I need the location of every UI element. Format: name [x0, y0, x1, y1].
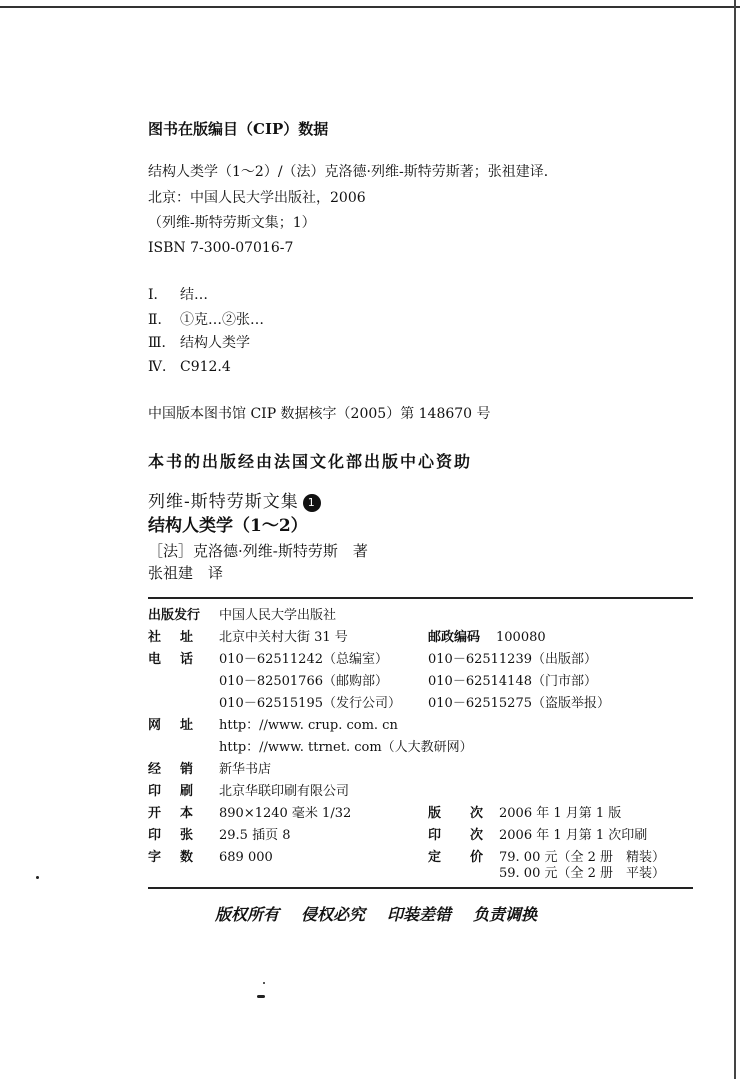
- classification-text: ①克…②张…: [180, 312, 264, 328]
- format-label: 开 本: [148, 806, 194, 821]
- phone-right-2: 010－62514148（门市部）: [428, 674, 597, 689]
- postcode-value: 100080: [496, 630, 546, 645]
- classification-text: 结构人类学: [180, 335, 250, 351]
- divider-top: [148, 597, 693, 599]
- format-value: 890×1240 毫米 1/32: [219, 806, 352, 821]
- slogan: 印装差错: [387, 905, 452, 924]
- divider-bottom: [148, 887, 693, 889]
- price-label: 定 价: [428, 850, 484, 865]
- edition-value: 2006 年 1 月第 1 版: [499, 806, 622, 821]
- website-2: http：//www. ttrnet. com（人大教研网）: [219, 740, 473, 755]
- phone-right-3: 010－62515275（盗版举报）: [428, 696, 610, 711]
- right-scan-edge: [734, 0, 736, 1079]
- sheets-value: 29.5 插页 8: [219, 828, 291, 843]
- cip-line-1: 结构人类学（1～2）/（法）克洛德·列维-斯特劳斯著；张祖建译．: [148, 164, 558, 180]
- price-hardcover: 79. 00 元（全 2 册 精装）: [499, 850, 666, 865]
- address-label: 社 址: [148, 630, 194, 645]
- classification-number: Ⅱ．: [148, 312, 172, 328]
- cip-line-3: （列维-斯特劳斯文集；1）: [148, 215, 316, 231]
- classification-4: [148, 360, 231, 374]
- wordcount-label: 字 数: [148, 850, 194, 865]
- top-scan-edge: [0, 6, 740, 8]
- publisher-label: 出版发行: [148, 608, 201, 623]
- phone-right-1: 010－62511239（出版部）: [428, 652, 597, 667]
- series-number-badge: 1: [303, 494, 321, 512]
- postcode-label: 邮政编码: [428, 630, 481, 645]
- printer-value: 北京华联印刷有限公司: [219, 784, 350, 799]
- cip-line-2: 北京：中国人民大学出版社，2006: [148, 190, 366, 206]
- cip-library-record: 中国版本图书馆 CIP 数据核字（2005）第 148670 号: [148, 406, 491, 422]
- phone-left-2: 010－82501766（邮购部）: [219, 674, 388, 689]
- cip-isbn: ISBN 7-300-07016-7: [148, 240, 294, 256]
- impression-value: 2006 年 1 月第 1 次印刷: [499, 828, 648, 843]
- translator: 张祖建 译: [148, 564, 224, 582]
- series-title: [148, 494, 321, 512]
- scan-speck: [257, 995, 265, 998]
- scan-speck: [36, 876, 39, 879]
- slogan: 侵权必究: [301, 905, 366, 924]
- website-label: 网 址: [148, 718, 194, 733]
- printer-label: 印 刷: [148, 784, 194, 799]
- slogan: 负责调换: [473, 905, 538, 924]
- impression-label: 印 次: [428, 828, 484, 843]
- phone-left-1: 010－62511242（总编室）: [219, 652, 388, 667]
- sheets-label: 印 张: [148, 828, 194, 843]
- series-name: 列维-斯特劳斯文集: [148, 492, 299, 512]
- slogan: 版权所有: [215, 905, 280, 924]
- phone-left-3: 010－62515195（发行公司）: [219, 696, 401, 711]
- publisher-value: 中国人民大学出版社: [219, 608, 337, 623]
- distributor-value: 新华书店: [219, 762, 272, 777]
- classification-1: [148, 288, 208, 302]
- author: ［法］克洛德·列维-斯特劳斯 著: [148, 542, 368, 560]
- book-title: 结构人类学（1～2）: [148, 516, 308, 536]
- wordcount-value: 689 000: [219, 850, 273, 865]
- classification-number: Ⅳ．: [148, 359, 176, 375]
- rights-slogans: [215, 907, 559, 923]
- edition-label: 版 次: [428, 806, 484, 821]
- phone-label: 电 话: [148, 652, 194, 667]
- classification-2: [148, 313, 264, 327]
- sponsor-note: 本书的出版经由法国文化部出版中心资助: [148, 452, 473, 471]
- scan-speck: [263, 982, 265, 984]
- cip-title: 图书在版编目（CIP）数据: [148, 120, 329, 138]
- website-1: http：//www. crup. com. cn: [219, 718, 398, 733]
- classification-number: Ⅰ．: [148, 287, 168, 303]
- price-paperback: 59. 00 元（全 2 册 平装）: [499, 866, 666, 881]
- classification-number: Ⅲ．: [148, 335, 176, 351]
- distributor-label: 经 销: [148, 762, 194, 777]
- classification-text: 结…: [180, 287, 208, 303]
- address-value: 北京中关村大街 31 号: [219, 630, 348, 645]
- classification-3: [148, 336, 250, 350]
- classification-text: C912.4: [180, 359, 231, 375]
